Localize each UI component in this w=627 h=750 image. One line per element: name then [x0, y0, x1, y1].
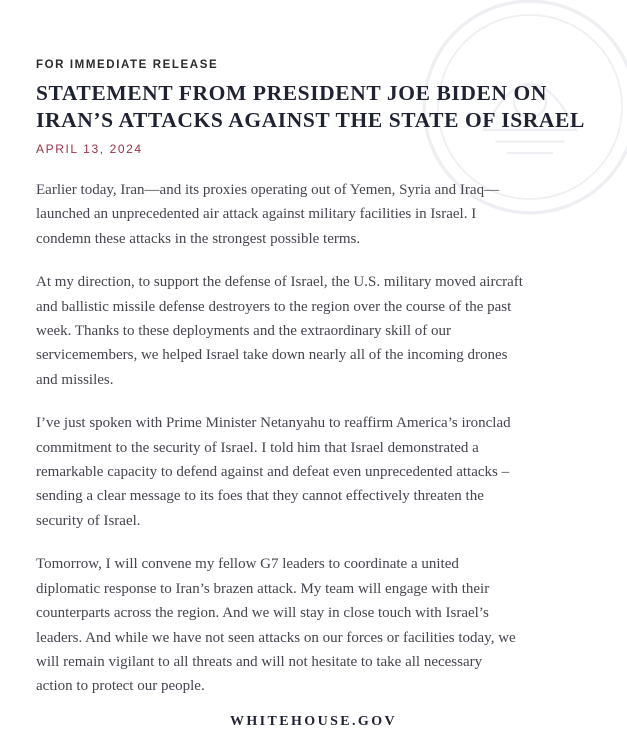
text-line: will remain vigilant to all threats and will not hesitate to take all necessary [36, 653, 483, 670]
text-line: At my direction, to support the defense of Israel, the U.S. military moved aircraft [36, 274, 523, 291]
text-line: leaders. And while we have not seen attacks on our forces or facilities today, we [36, 629, 516, 646]
paragraph [36, 552, 606, 698]
release-label: FOR IMMEDIATE RELEASE [36, 59, 219, 71]
text-line: and ballistic missile defense destroyers to the region over the course of the past [36, 298, 512, 315]
text-line: Earlier today, Iran—and its proxies operating out of Yemen, Syria and Iraq— [36, 182, 500, 198]
text-line: condemn these attacks in the strongest possible terms. [36, 230, 361, 247]
paragraph [36, 411, 606, 533]
text-line: launched an unprecedented air attack against military facilities in Israel. I [36, 206, 477, 223]
text-line: diplomatic response to Iran’s brazen attack. My team will engage with their [36, 580, 490, 597]
page-title [36, 80, 596, 134]
text-line: remarkable capacity to defend against and defeat even unprecedented attacks – [36, 464, 510, 481]
text-line: servicemembers, we helped Israel take down nearly all of the incoming drones [36, 347, 508, 364]
paragraph [36, 270, 606, 392]
statement-body [36, 178, 606, 718]
text-line: week. Thanks to these deployments and the extraordinary skill of our [36, 323, 452, 340]
release-date: APRIL 13, 2024 [36, 142, 143, 156]
site-footer: WHITEHOUSE.GOV [229, 714, 398, 729]
title-line: STATEMENT FROM PRESIDENT JOE BIDEN ON [36, 81, 548, 105]
text-line: commitment to the security of Israel. I told him that Israel demonstrated a [36, 439, 479, 456]
text-line: action to protect our people. [36, 678, 205, 695]
text-line: security of Israel. [36, 512, 141, 529]
title-line: IRAN’S ATTACKS AGAINST THE STATE OF ISRAEL [36, 108, 585, 132]
text-line: Tomorrow, I will convene my fellow G7 leaders to coordinate a united [36, 556, 459, 573]
text-line: I’ve just spoken with Prime Minister Netanyahu to reaffirm America’s ironclad [36, 415, 511, 432]
text-line: counterparts across the region. And we will stay in close touch with Israel’s [36, 605, 489, 622]
paragraph [36, 178, 606, 251]
text-line: sending a clear message to its foes that they cannot effectively threaten the [36, 488, 484, 505]
text-line: and missiles. [36, 371, 114, 388]
